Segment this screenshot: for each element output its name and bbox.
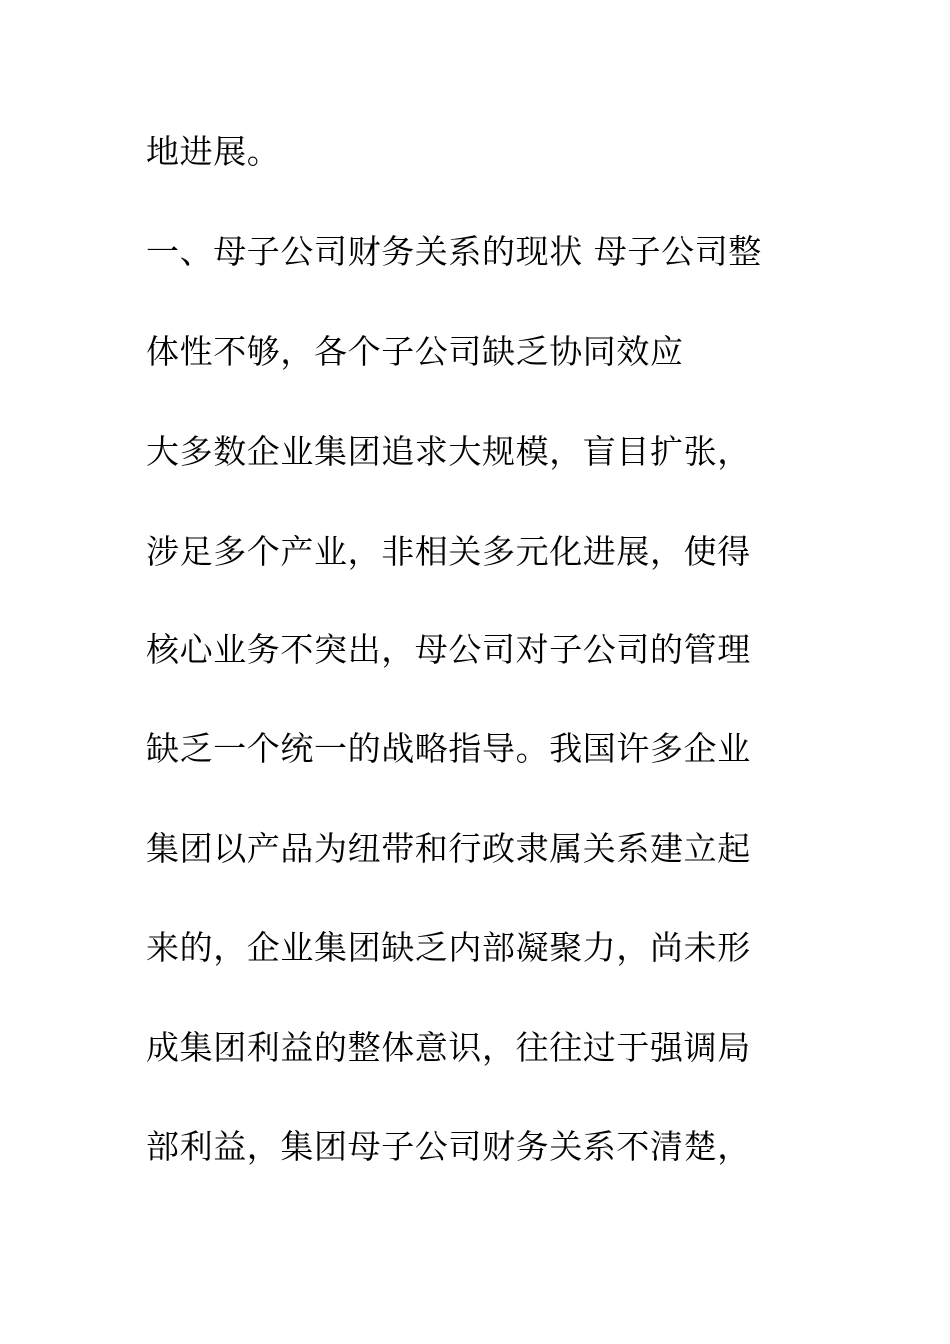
text-line-1: 地进展。 — [146, 132, 281, 171]
text-line-7: 缺乏一个统一的战略指导。我国许多企业 — [146, 729, 751, 768]
section-heading-line: 一、母子公司财务关系的现状 母子公司整 — [146, 232, 762, 271]
text-line-9: 来的，企业集团缺乏内部凝聚力，尚未形 — [146, 928, 751, 967]
text-line-6: 核心业务不突出，母公司对子公司的管理 — [146, 630, 751, 669]
text-line-10: 成集团利益的整体意识，往往过于强调局 — [146, 1028, 751, 1067]
text-line-3: 体性不够，各个子公司缺乏协同效应 — [146, 332, 684, 371]
text-line-5: 涉足多个产业，非相关多元化进展，使得 — [146, 532, 751, 571]
text-line-11: 部利益，集团母子公司财务关系不清楚， — [146, 1127, 751, 1166]
text-line-4: 大多数企业集团追求大规模，盲目扩张， — [146, 432, 751, 471]
text-line-8: 集团以产品为纽带和行政隶属关系建立起 — [146, 829, 751, 868]
